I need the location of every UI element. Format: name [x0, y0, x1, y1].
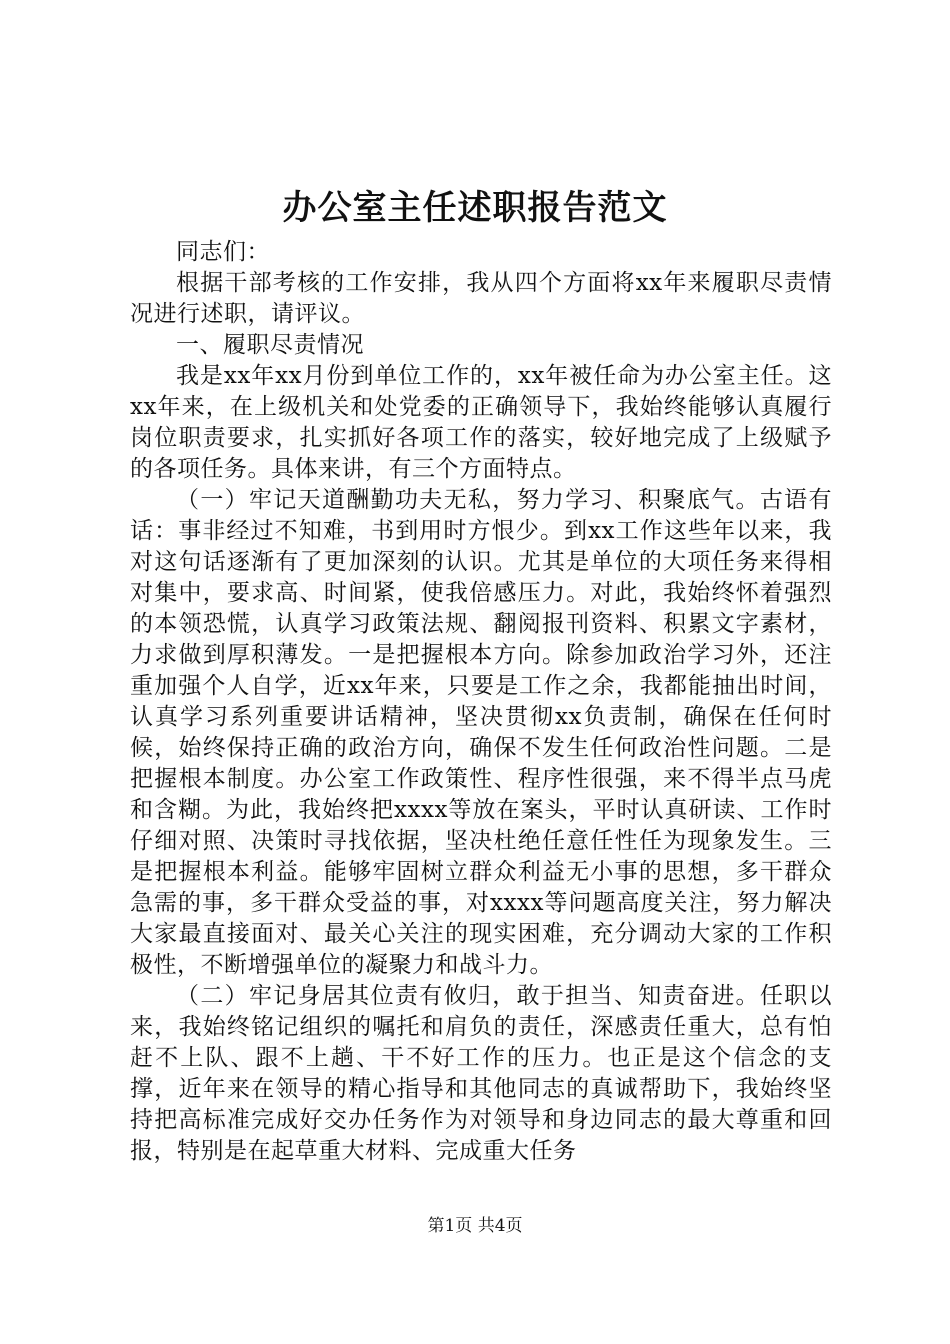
- document-body: [130, 237, 832, 1167]
- body-paragraph: 我是xx年xx月份到单位工作的，xx年被任命为办公室主任。这xx年来，在上级机关和处党委的正确领导下，我始终能够认真履行岗位职责要求，扎实抓好各项工作的落实，较好地完成了上级赋予的各项任务。具体来讲，有三个方面特点。: [130, 363, 832, 482]
- salutation: 同志们：: [176, 239, 270, 265]
- body-paragraph: （二）牢记身居其位责有攸归，敢于担当、知责奋进。任职以来，我始终铭记组织的嘱托和肩负的责任，深感责任重大，总有怕赶不上队、跟不上趟、干不好工作的压力。也正是这个信念的支撑，近年来在领导的精心指导和其他同志的真诚帮助下，我始终坚持把高标准完成好交办任务作为对领导和身边同志的最大尊重和回报，特别是在起草重大材料、完成重大任务: [130, 983, 832, 1164]
- body-paragraph: （一）牢记天道酬勤功夫无私，努力学习、积聚底气。古语有话：事非经过不知难，书到用时方恨少。到xx工作这些年以来，我对这句话逐渐有了更加深刻的认识。尤其是单位的大项任务来得相对集中，要求高、时间紧，使我倍感压力。对此，我始终怀着强烈的本领恐慌，认真学习政策法规、翻阅报刊资料、积累文字素材，力求做到厚积薄发。一是把握根本方向。除参加政治学习外，还注重加强个人自学，近xx年来，只要是工作之余，我都能抽出时间，认真学习系列重要讲话精神，坚决贯彻xx负责制，确保在任何时候，始终保持正确的政治方向，确保不发生任何政治性问题。二是把握根本制度。办公室工作政策性、程序性很强，来不得半点马虎和含糊。为此，我始终把xxxx等放在案头，平时认真研读、工作时仔细对照、决策时寻找依据，坚决杜绝任意任性任为现象发生。三是把握根本利益。能够牢固树立群众利益无小事的思想，多干群众急需的事，多干群众受益的事，对xxxx等问题高度关注，努力解决大家最直接面对、最关心关注的现实困难，充分调动大家的工作积极性，不断增强单位的凝聚力和战斗力。: [130, 487, 832, 978]
- document-title: 办公室主任述职报告范文: [282, 188, 668, 228]
- intro-paragraph: 根据干部考核的工作安排，我从四个方面将xx年来履职尽责情况进行述职，请评议。: [130, 270, 832, 327]
- section-heading: 一、履职尽责情况: [176, 332, 364, 358]
- page-number-footer: 第1页 共4页: [427, 1216, 523, 1236]
